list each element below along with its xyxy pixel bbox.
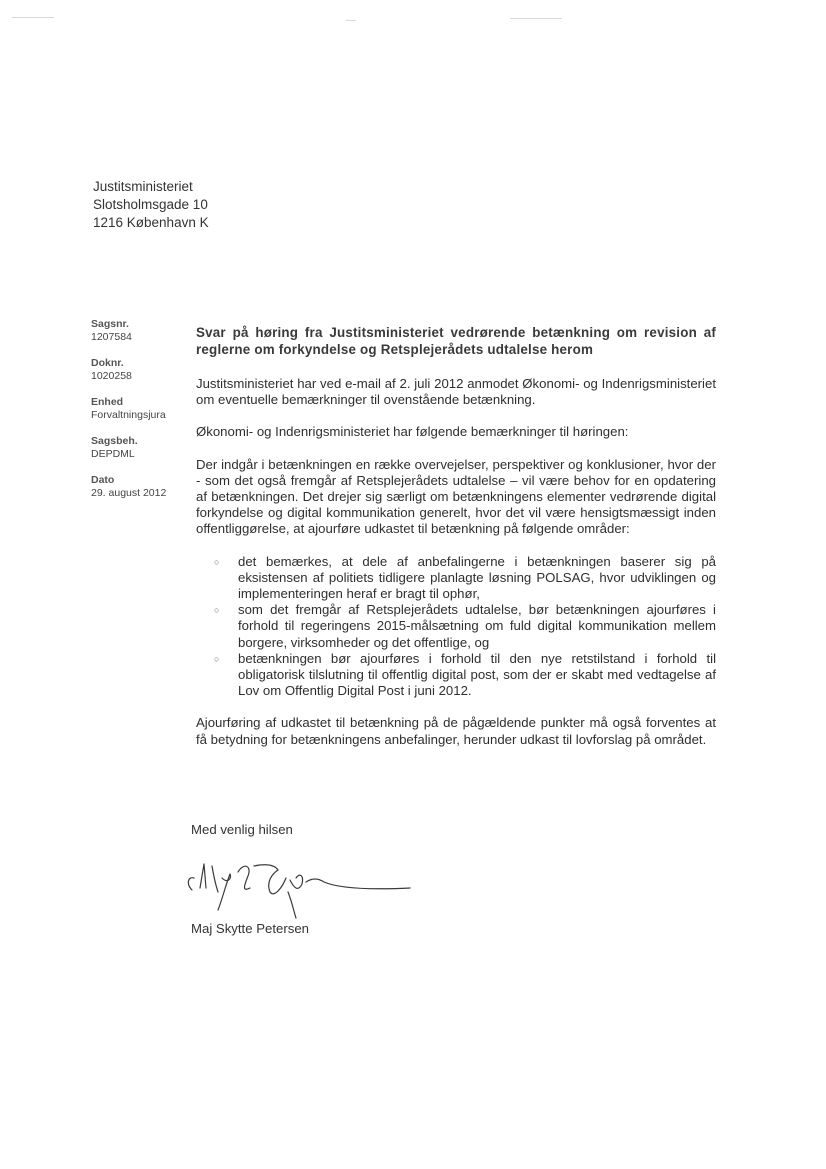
recipient-street: Slotsholmsgade 10 [93, 197, 208, 212]
list-item [214, 602, 716, 651]
list-item-text: det bemærkes, at dele af anbefalingerne i betænkningen baserer sig på eksistensen af politiets tidligere planlagte løsning POLSAG, hvor udviklingen og implementeringen heraf er bragt til ophør, [238, 553, 716, 602]
list-item-text: betænkningen bør ajourføres i forhold til den nye retstilstand i forhold til obligatorisk tilslutning til offentlig digital post, som der er skabt med vedtagelse af Lov om Offentlig Digital Post i juni 2012. [238, 650, 716, 699]
bullet-circle-icon: ○ [214, 605, 220, 616]
handwritten-signature [178, 848, 418, 920]
paragraph-intro: Justitsministeriet har ved e-mail af 2. juli 2012 anmodet Økonomi- og Indenrigsministeriet om eventuelle bemærkninger til ovenstående betænkning. [196, 376, 716, 408]
scan-artifact [346, 20, 356, 21]
scan-artifact [12, 17, 54, 18]
meta-label-sagsnr: Sagsnr. [91, 318, 129, 330]
meta-label-sagsbeh: Sagsbeh. [91, 435, 138, 447]
letter-body [196, 325, 716, 764]
meta-value-sagsnr: 1207584 [91, 331, 132, 343]
list-item [214, 650, 716, 700]
recipient-name: Justitsministeriet [93, 179, 193, 194]
meta-value-doknr: 1020258 [91, 370, 132, 382]
closing-salutation: Med venlig hilsen [191, 822, 293, 837]
recipient-city: 1216 København K [93, 215, 209, 230]
meta-value-sagsbeh: DEPDML [91, 448, 135, 460]
meta-value-enhed: Forvaltningsjura [91, 409, 166, 421]
scan-artifact [510, 18, 562, 19]
paragraph-considerations: Der indgår i betænkningen en række overvejelser, perspektiver og konklusioner, hvor der - som det også fremgår af Retsplejerådets udtalelse – vil være behov for en opdatering af betænkningen. Det drejer sig særligt om betænkningens elementer vedrørende digital forkyndelse og digital kommunikation generelt, hvor det vil være hensigtsmæssigt inden offentliggørelse, at ajourføre udkastet til betænkning på følgende områder: [196, 456, 716, 537]
signer-name: Maj Skytte Petersen [191, 921, 310, 936]
meta-label-enhed: Enhed [91, 396, 124, 408]
meta-value-dato: 29. august 2012 [91, 487, 167, 499]
meta-label-doknr: Doknr. [91, 357, 124, 369]
paragraph-conclusion: Ajourføring af udkastet til betænkning på de pågældende punkter må også forventes at få betydning for betænkningens anbefalinger, herunder udkast til lovforslag på området. [196, 715, 716, 747]
meta-label-dato: Dato [91, 474, 115, 486]
case-metadata [91, 318, 191, 513]
recipient-address [93, 178, 209, 232]
list-item [214, 553, 716, 603]
bullet-circle-icon: ○ [214, 556, 220, 567]
remarks-list [196, 554, 716, 700]
list-item-text: som det fremgår af Retsplejerådets udtalelse, bør betænkningen ajourføres i forhold til regeringens 2015-målsætning om fuld digital kommunikation mellem borgere, virksomheder og det offentlige, og [238, 602, 716, 650]
bullet-circle-icon: ○ [214, 653, 220, 664]
paragraph-remarks: Økonomi- og Indenrigsministeriet har følgende bemærkninger til høringen: [196, 424, 629, 440]
letter-subject: Svar på høring fra Justitsministeriet vedrørende betænkning om revision af reglerne om forkyndelse og Retsplejerådets udtalelse herom [196, 325, 716, 357]
